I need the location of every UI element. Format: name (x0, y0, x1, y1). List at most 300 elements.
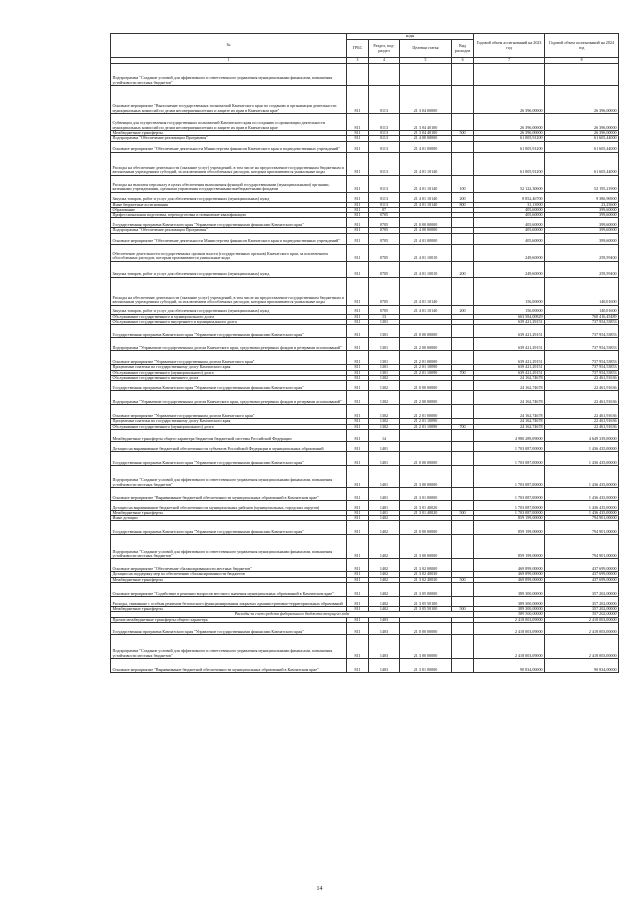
amount-2024-cell: 357 202,00000 (545, 597, 619, 607)
section-cell (369, 64, 400, 86)
amount-2024-cell: 437 699,00000 (545, 559, 619, 572)
target-cell: 21 2 01 10090 (400, 370, 452, 375)
amount-2023-cell: 469 899,00000 (474, 572, 545, 577)
header-target: Целевая статья (400, 40, 452, 58)
amount-2024-cell: 22 461,91636 (545, 381, 619, 391)
expense-type-cell (452, 451, 474, 465)
table-row (111, 521, 619, 535)
table-row (111, 451, 619, 465)
section-cell: 0113 (369, 136, 400, 141)
amount-2023-cell: 61 005,91200 (474, 141, 545, 152)
expense-type-cell (452, 381, 474, 391)
grbs-cell: 811 (347, 559, 369, 572)
section-cell: 1402 (369, 572, 400, 577)
grbs-cell: 811 (347, 192, 369, 202)
expense-type-cell: 500 (452, 131, 474, 136)
amount-2024-cell: 737 954,53853 (545, 365, 619, 370)
row-name-cell: Процентные платежи по государственному долгу Камчатского края (111, 419, 347, 424)
row-name-cell: Подпрограмма "Управление государственным долгом Камчатского края, средствами резервных фондов и резервами ассигнований" (111, 338, 347, 351)
amount-2023-cell: 469 899,00000 (474, 559, 545, 572)
row-name-cell: Основное мероприятие "Выравнивание бюджетной обеспеченности муниципальных образований в Камчатском крае" (111, 487, 347, 500)
row-name-cell: Основное мероприятие "Обеспечение сбалансированности местных бюджетов" (111, 559, 347, 572)
target-cell: 21 4 01 10010 (400, 244, 452, 261)
expense-type-cell: 500 (452, 510, 474, 515)
amount-2023-cell: 1 703 087,00000 (474, 500, 545, 510)
amount-2024-cell: 357 202,00000 (545, 583, 619, 597)
section-cell: 1302 (369, 375, 400, 380)
amount-2024-cell: 22 461,91636 (545, 424, 619, 429)
section-cell: 1401 (369, 487, 400, 500)
section-cell: 1401 (369, 510, 400, 515)
amount-2023-cell: 859 199,00000 (474, 535, 545, 559)
amount-2023-cell: 389 300,00000 (474, 607, 545, 612)
table-row (111, 244, 619, 261)
amount-2023-cell: 639 421,29151 (474, 351, 545, 365)
amount-2023-cell: 405,60000 (474, 207, 545, 212)
amount-2023-cell: 24 162,74678 (474, 419, 545, 424)
grbs-cell: 811 (347, 351, 369, 365)
table-row (111, 500, 619, 510)
expense-type-cell (452, 244, 474, 261)
target-cell: 21 4 01 00000 (400, 141, 452, 152)
section-cell: 0705 (369, 261, 400, 277)
amount-2024-cell: 737 954,53853 (545, 320, 619, 325)
section-cell: 1402 (369, 535, 400, 559)
section-cell: 0705 (369, 244, 400, 261)
target-cell: 21 3 05 50100 (400, 607, 452, 612)
grbs-cell: 811 (347, 617, 369, 622)
expense-type-cell (452, 465, 474, 487)
amount-2023-cell: 639 421,29151 (474, 320, 545, 325)
target-cell: 21 0 00 00000 (400, 451, 452, 465)
target-cell: 21 3 04 00000 (400, 86, 452, 114)
amount-2024-cell: 140,01600 (545, 305, 619, 314)
amount-2024-cell: 794 901,00000 (545, 535, 619, 559)
amount-2024-cell: 2 418 003,00000 (545, 617, 619, 622)
table-row (111, 429, 619, 441)
amount-2023-cell: 639 421,29151 (474, 325, 545, 338)
amount-2024-cell: 737 954,53853 (545, 370, 619, 375)
expense-type-cell: 700 (452, 370, 474, 375)
expense-type-cell: 200 (452, 192, 474, 202)
amount-2024-cell: 1 436 435,00000 (545, 487, 619, 500)
expense-type-cell (452, 500, 474, 510)
amount-2023-cell: 249,60000 (474, 261, 545, 277)
table-row (111, 559, 619, 572)
expense-type-cell: 200 (452, 261, 474, 277)
row-name-cell: Обслуживание государственного (муниципального) долга (111, 370, 347, 375)
amount-2023-cell: 405,60000 (474, 218, 545, 228)
column-number: 5 (400, 58, 452, 64)
row-name-cell: Подпрограмма "Создание условий для эффективного и ответственного управления муниципальными финансами, повышения устойчивости местных бюджетов" (111, 64, 347, 86)
row-name-cell: Основное мероприятие "Обеспечение деятельности Министерства финансов Камчатского края и подведомственных учреждений" (111, 141, 347, 152)
table-row (111, 305, 619, 314)
target-cell: 21 0 00 00000 (400, 381, 452, 391)
section-cell: 1402 (369, 607, 400, 612)
amount-2024-cell: 140,01600 (545, 277, 619, 305)
target-cell: 21 3 01 40020 (400, 500, 452, 510)
target-cell: 21 0 00 00000 (400, 325, 452, 338)
section-cell: 0113 (369, 86, 400, 114)
amount-2023-cell: 639 421,29151 (474, 365, 545, 370)
table-row (111, 487, 619, 500)
expense-type-cell (452, 634, 474, 658)
section-cell: 1301 (369, 325, 400, 338)
header-section: Раздел, под-раздел (369, 40, 400, 58)
amount-2024-cell: 794 901,00000 (545, 516, 619, 521)
amount-2023-cell: 61 005,91200 (474, 152, 545, 175)
target-cell: 21 4 01 10140 (400, 175, 452, 192)
table-row (111, 583, 619, 597)
amount-2024-cell: 399,60000 (545, 218, 619, 228)
amount-2023-cell: 26 396,00000 (474, 114, 545, 131)
target-cell: 21 3 05 00000 (400, 583, 452, 597)
target-cell: 21 3 00 00000 (400, 634, 452, 658)
amount-2023-cell: 4 980 289,09000 (474, 429, 545, 441)
grbs-cell: 811 (347, 305, 369, 314)
amount-2023-cell: 859 199,00000 (474, 516, 545, 521)
table-row (111, 86, 619, 114)
grbs-cell: 811 (347, 391, 369, 405)
grbs-cell: 811 (347, 634, 369, 658)
target-cell: 21 4 01 10140 (400, 152, 452, 175)
column-number: 1 (111, 58, 347, 64)
target-cell: 21 4 01 10140 (400, 277, 452, 305)
grbs-cell: 811 (347, 228, 369, 233)
row-name-cell: Расходы на выплаты персоналу в целях обеспечения выполнения функций государственными (муниципальными) органами, казенными учреждениями, органами управления государственными внебюджетными фондами (111, 175, 347, 192)
section-cell: 1403 (369, 658, 400, 672)
row-name-cell: Субвенции для осуществления государственных полномочий Камчатского края по созданию и организации деятельности муниципальных комиссий по делам несовершеннолетних и защите их прав в Камчатском крае (111, 114, 347, 131)
section-cell: 1403 (369, 634, 400, 658)
expense-type-cell (452, 559, 474, 572)
target-cell: 21 2 01 10090 (400, 419, 452, 424)
amount-2024-cell: 9 386,96900 (545, 192, 619, 202)
amount-2023-cell: 24 162,74678 (474, 405, 545, 419)
table-row (111, 351, 619, 365)
row-name-cell: Расходы на обеспечение деятельности (оказание услуг) учреждений, в том числе на предоставление государственным бюджетным и автономным учреждениям субсидий, за исключением обособленных расходов, которым присваиваются уникальные коды (111, 277, 347, 305)
table-row (111, 381, 619, 391)
amount-2024-cell: 357 202,00000 (545, 607, 619, 612)
table-row (111, 114, 619, 131)
expense-type-cell (452, 233, 474, 244)
target-cell: 21 2 01 00000 (400, 405, 452, 419)
section-cell: 0705 (369, 213, 400, 218)
amount-2023-cell: 405,60000 (474, 228, 545, 233)
expense-type-cell: 500 (452, 607, 474, 612)
header-vol-2024: Годовой объем ассигнований на 2024 год (545, 34, 619, 58)
grbs-cell: 811 (347, 114, 369, 131)
section-cell: 1302 (369, 405, 400, 419)
row-name-cell: Подпрограмма "Обеспечение реализации Программы" (111, 136, 347, 141)
row-name-cell: Расходы, связанные с особым режимом безопасного функционирования закрытых административно-территориальных образований (111, 597, 347, 607)
amount-2024-cell: 399,60000 (545, 228, 619, 233)
row-name-cell: Обслуживание государственного (муниципального) долга (111, 424, 347, 429)
amount-2024-cell: 61 605,44000 (545, 136, 619, 141)
target-cell: 21 4 01 10140 (400, 192, 452, 202)
grbs-cell: 811 (347, 86, 369, 114)
amount-2024-cell: 2 418 003,00000 (545, 622, 619, 634)
amount-2023-cell: 24 162,74678 (474, 391, 545, 405)
target-cell: 21 3 01 00000 (400, 658, 452, 672)
section-cell: 1401 (369, 465, 400, 487)
grbs-cell: 811 (347, 370, 369, 375)
amount-2023-cell: 2 418 003,09000 (474, 634, 545, 658)
amount-2024-cell: 4 649 339,00000 (545, 429, 619, 441)
target-cell: 21 3 04 40100 (400, 131, 452, 136)
header-exp-type: Вид расходов (452, 40, 474, 58)
section-cell: 1402 (369, 516, 400, 521)
grbs-cell: 811 (347, 207, 369, 212)
grbs-cell: 811 (347, 622, 369, 634)
table-row (111, 141, 619, 152)
expense-type-cell (452, 583, 474, 597)
expense-type-cell (452, 114, 474, 131)
amount-2024-cell: 399,60000 (545, 233, 619, 244)
section-cell: 0705 (369, 218, 400, 228)
expense-type-cell: 200 (452, 305, 474, 314)
section-cell: 0113 (369, 114, 400, 131)
table-row (111, 535, 619, 559)
grbs-cell: 811 (347, 136, 369, 141)
grbs-cell: 811 (347, 521, 369, 535)
amount-2024-cell: 399,60000 (545, 207, 619, 212)
table-row (111, 192, 619, 202)
section-cell: 1403 (369, 617, 400, 622)
grbs-cell: 811 (347, 233, 369, 244)
table-row (111, 634, 619, 658)
section-cell: 1302 (369, 391, 400, 405)
target-cell: 21 3 00 00000 (400, 535, 452, 559)
target-cell (400, 441, 452, 451)
grbs-cell: 811 (347, 152, 369, 175)
amount-2024-cell: 437 699,00000 (545, 572, 619, 577)
row-name-cell: Основное мероприятие "Выравнивание бюджетной обеспеченности муниципальных образований в Камчатском крае" (111, 658, 347, 672)
row-name-cell: Государственная программа Камчатского края "Управление государственными финансами Камчатского края" (111, 381, 347, 391)
amount-2023-cell: 24 162,74678 (474, 375, 545, 380)
grbs-cell: 811 (347, 175, 369, 192)
grbs-cell: 811 (347, 441, 369, 451)
table-row (111, 441, 619, 451)
header-no: № (111, 34, 347, 58)
section-cell: 0705 (369, 228, 400, 233)
grbs-cell: 811 (347, 131, 369, 136)
section-cell: 1301 (369, 338, 400, 351)
section-cell: 1301 (369, 351, 400, 365)
amount-2024-cell: 259,59400 (545, 261, 619, 277)
table-row (111, 261, 619, 277)
amount-2023-cell: 31,13900 (474, 202, 545, 207)
budget-table (110, 33, 619, 673)
row-name-cell: Подпрограмма "Управление государственным долгом Камчатского края, средствами резервных фондов и резервами ассигнований" (111, 391, 347, 405)
expense-type-cell (452, 218, 474, 228)
table-row (111, 622, 619, 634)
expense-type-cell: 800 (452, 202, 474, 207)
row-name-cell: Дотации на выравнивание бюджетной обеспеченности субъектов Российской Федерации и муниципальных образований (111, 441, 347, 451)
section-cell: 1402 (369, 583, 400, 597)
target-cell: 21 4 01 10140 (400, 202, 452, 207)
grbs-cell: 811 (347, 338, 369, 351)
target-cell: 21 3 00 00000 (400, 465, 452, 487)
grbs-cell: 811 (347, 487, 369, 500)
amount-2023-cell: 90 834,00000 (474, 658, 545, 672)
grbs-cell: 811 (347, 365, 369, 370)
expense-type-cell (452, 391, 474, 405)
grbs-cell (347, 64, 369, 86)
amount-2024-cell: 61 605,44000 (545, 141, 619, 152)
grbs-cell: 811 (347, 429, 369, 441)
row-name-cell: Образование (111, 207, 347, 212)
expense-type-cell (452, 487, 474, 500)
grbs-cell: 811 (347, 320, 369, 325)
grbs-cell: 811 (347, 213, 369, 218)
target-cell: 21 3 01 00000 (400, 487, 452, 500)
expense-type-cell (452, 658, 474, 672)
section-cell: 0705 (369, 233, 400, 244)
table-header (111, 34, 619, 64)
row-name-cell: Обслуживание государственного и муниципального долга (111, 314, 347, 319)
row-name-cell: Государственная программа Камчатского края "Управление государственными финансами Камчатского края" (111, 325, 347, 338)
target-cell: 21 0 00 00000 (400, 521, 452, 535)
amount-2023-cell: 24 162,74678 (474, 381, 545, 391)
expense-type-cell (452, 597, 474, 607)
row-name-cell: Иные дотации (111, 516, 347, 521)
table-row (111, 218, 619, 228)
target-cell: 21 0 00 00000 (400, 622, 452, 634)
section-cell: 1301 (369, 320, 400, 325)
page-number: 14 (316, 886, 323, 892)
row-name-cell: Дотации на выравнивание бюджетной обеспеченности муниципальных районов (муниципальных, городских округов) (111, 500, 347, 510)
section-cell: 1402 (369, 577, 400, 582)
header-grbs: ГРБС (347, 40, 369, 58)
grbs-cell: 811 (347, 375, 369, 380)
grbs-cell: 811 (347, 465, 369, 487)
row-name-cell: Межбюджетные трансферты (111, 131, 347, 136)
expense-type-cell: 700 (452, 424, 474, 429)
expense-type-cell (452, 277, 474, 305)
target-cell: 21 3 04 40100 (400, 114, 452, 131)
row-name-cell: Межбюджетные трансферты (111, 510, 347, 515)
grbs-cell: 811 (347, 314, 369, 319)
table-row (111, 658, 619, 672)
amount-2024-cell: 2 418 003,00000 (545, 634, 619, 658)
amount-2024-cell: 61 605,44000 (545, 152, 619, 175)
expense-type-cell (452, 338, 474, 351)
grbs-cell: 811 (347, 597, 369, 607)
column-number: 8 (545, 58, 619, 64)
amount-2024-cell: 259,59400 (545, 244, 619, 261)
section-cell: 0113 (369, 141, 400, 152)
column-number: 4 (369, 58, 400, 64)
expense-type-cell (452, 521, 474, 535)
amount-2023-cell: 1 703 087,00000 (474, 487, 545, 500)
amount-2023-cell: 389 300,00000 (474, 597, 545, 607)
grbs-cell: 811 (347, 218, 369, 228)
row-name-cell: Прочие межбюджетные трансферты общего характера (111, 617, 347, 622)
section-cell: 0113 (369, 131, 400, 136)
expense-type-cell (452, 535, 474, 559)
table-body (111, 64, 619, 673)
target-cell: 21 4 01 10140 (400, 305, 452, 314)
row-name-cell: Государственная программа Камчатского края "Управление государственными финансами Камчатского края" (111, 451, 347, 465)
row-name-cell: Дотации на поддержку мер по обеспечению сбалансированности бюджетов (111, 572, 347, 577)
row-name-cell: Межбюджетные трансферты (111, 607, 347, 612)
section-cell: 1401 (369, 451, 400, 465)
grbs-cell: 811 (347, 244, 369, 261)
row-name-cell: Расходы на обеспечение деятельности (оказание услуг) учреждений, в том числе на предоставление государственным бюджетным и автономным учреждениям субсидий, за исключением обособленных расходов, которым присваиваются уникальные коды (111, 152, 347, 175)
expense-type-cell (452, 622, 474, 634)
grbs-cell: 811 (347, 141, 369, 152)
section-cell: 1402 (369, 521, 400, 535)
amount-2023-cell: 1 703 087,00000 (474, 465, 545, 487)
grbs-cell: 811 (347, 424, 369, 429)
section-cell: 1302 (369, 381, 400, 391)
row-name-cell: Межбюджетные трансферты общего характера бюджетам бюджетной системы Российской Федерации (111, 429, 347, 441)
grbs-cell: 811 (347, 500, 369, 510)
row-name-cell: Иные бюджетные ассигнования (111, 202, 347, 207)
table-row (111, 338, 619, 351)
section-cell: 1401 (369, 441, 400, 451)
table-row (111, 391, 619, 405)
amount-2023-cell: 249,60000 (474, 244, 545, 261)
section-cell: 0705 (369, 305, 400, 314)
row-name-cell: Подпрограмма "Создание условий для эффективного и ответственного управления муниципальными финансами, повышения устойчивости местных бюджетов" (111, 634, 347, 658)
amount-2024-cell: 90 834,00000 (545, 658, 619, 672)
amount-2023-cell: 1 703 087,00000 (474, 451, 545, 465)
section-cell: 0113 (369, 202, 400, 207)
expense-type-cell: 500 (452, 577, 474, 582)
grbs-cell: 811 (347, 405, 369, 419)
row-name-cell: Основное мероприятие "Обеспечение деятельности Министерства финансов Камчатского края и подведомственных учреждений" (111, 233, 347, 244)
amount-2023-cell: 156,00000 (474, 305, 545, 314)
expense-type-cell (452, 351, 474, 365)
target-cell (400, 64, 452, 86)
row-name-cell: Основное мероприятие "Управление государственным долгом Камчатского края" (111, 351, 347, 365)
expense-type-cell (452, 141, 474, 152)
grbs-cell: 811 (347, 607, 369, 612)
amount-2024-cell: 1 436 435,00000 (545, 500, 619, 510)
amount-2024-cell: 437 699,00000 (545, 577, 619, 582)
column-number: 6 (452, 58, 474, 64)
amount-2023-cell: 663 584,00829 (474, 314, 545, 319)
grbs-cell: 811 (347, 325, 369, 338)
row-name-cell: Основное мероприятие "Выполнение государственных полномочий Камчатского края по созданию и организации деятельности муниципальных комиссий по делам несовершеннолетних и защите их прав в Камчатском крае" (111, 86, 347, 114)
table-row (111, 405, 619, 419)
target-cell: 21 3 02 40030 (400, 572, 452, 577)
row-name-cell: Государственная программа Камчатского края "Управление государственными финансами Камчатского края" (111, 622, 347, 634)
target-cell: 21 0 00 00000 (400, 218, 452, 228)
target-cell: 21 4 01 10010 (400, 261, 452, 277)
amount-2023-cell: 1 703 087,00000 (474, 510, 545, 515)
amount-2023-cell: 389 300,00000 (474, 583, 545, 597)
table-row (111, 64, 619, 86)
amount-2024-cell: 26 396,00000 (545, 131, 619, 136)
amount-2023-cell: 469 899,00000 (474, 577, 545, 582)
row-name-cell: Государственная программа Камчатского края "Управление государственными финансами Камчатского края" (111, 218, 347, 228)
section-cell: 07 (369, 207, 400, 212)
expense-type-cell (452, 325, 474, 338)
row-name-cell: Подпрограмма "Создание условий для эффективного и ответственного управления муниципальными финансами, повышения устойчивости местных бюджетов" (111, 465, 347, 487)
amount-2023-cell: 156,00000 (474, 277, 545, 305)
amount-2024-cell: 26 396,00000 (545, 86, 619, 114)
target-cell: 21 2 01 10090 (400, 365, 452, 370)
amount-2024-cell: 52 195,21900 (545, 175, 619, 192)
row-name-cell: Закупка товаров, работ и услуг для обеспечения государственных (муниципальных) нужд (111, 261, 347, 277)
section-cell: 0705 (369, 277, 400, 305)
expense-type-cell (452, 64, 474, 86)
amount-2023-cell: 2 418 003,09000 (474, 617, 545, 622)
amount-2024-cell: 357 202,00000 (545, 612, 619, 617)
expense-type-cell (452, 441, 474, 451)
